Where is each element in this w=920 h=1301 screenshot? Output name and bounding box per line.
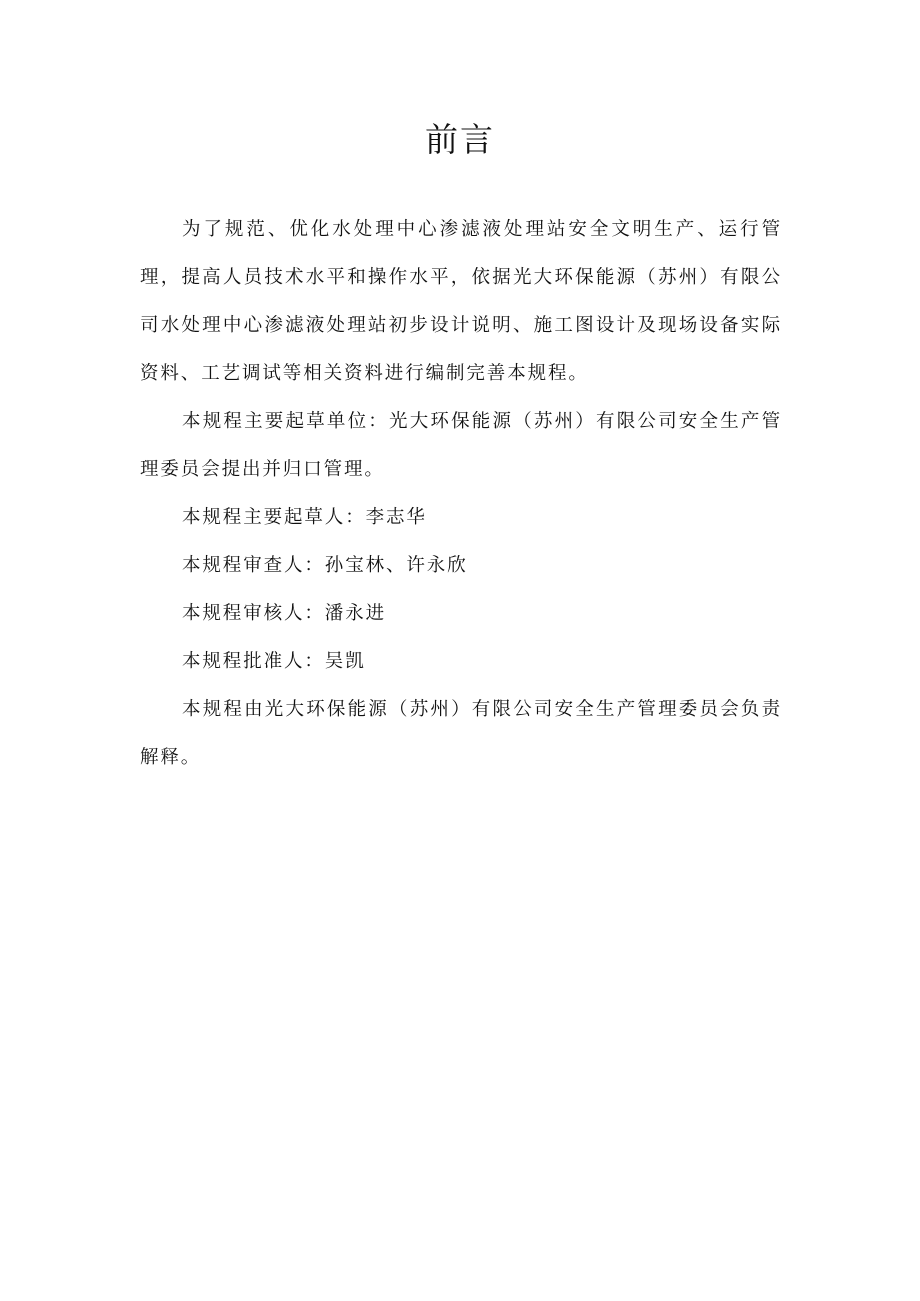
paragraph-reviewer: 本规程审查人：孙宝林、许永欣	[182, 555, 468, 576]
paragraph-interpretation: 本规程由光大环保能源（苏州）有限公司安全生产管理委员会负责解释。	[140, 699, 782, 768]
paragraph-purpose: 为了规范、优化水处理中心渗滤液处理站安全文明生产、运行管理，提高人员技术水平和操作水平，依据光大环保能源（苏州）有限公司水处理中心渗滤液处理站初步设计说明、施工图设计及现场设备实际资料、工艺调试等相关资料进行编制完善本规程。	[140, 219, 782, 384]
document-body	[140, 206, 782, 782]
paragraph-auditor: 本规程审核人：潘永进	[182, 603, 387, 624]
paragraph-drafting-unit: 本规程主要起草单位：光大环保能源（苏州）有限公司安全生产管理委员会提出并归口管理。	[140, 411, 782, 480]
paragraph-drafter: 本规程主要起草人：李志华	[182, 507, 427, 528]
page-title: 前言	[425, 120, 495, 159]
paragraph-approver: 本规程批准人：吴凯	[182, 651, 366, 672]
